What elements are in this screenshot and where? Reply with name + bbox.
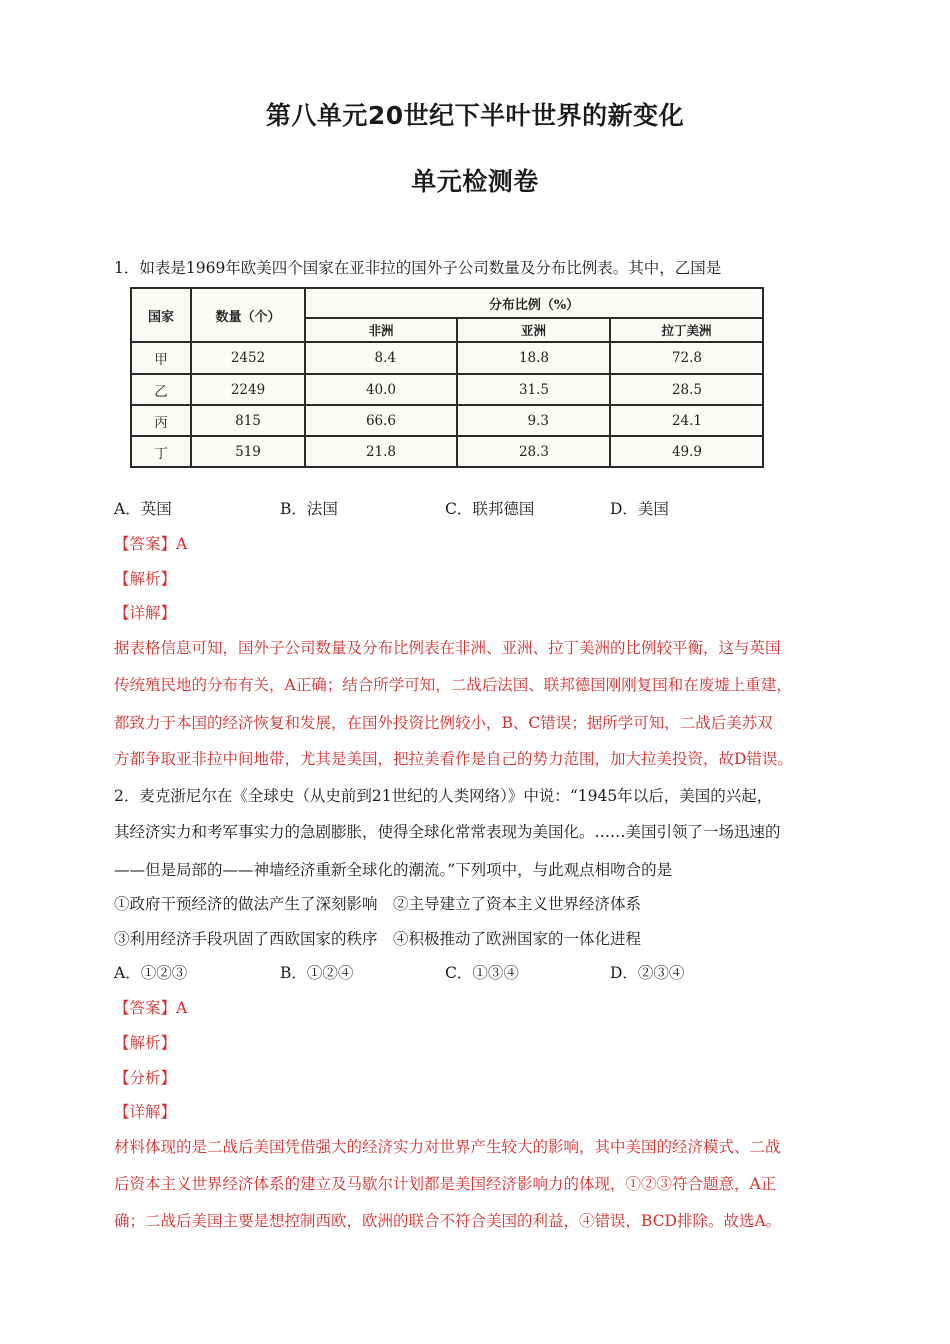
q2-answer: 【答案】A [114,999,188,1017]
q2-statement-line: ③利用经济手段巩固了西欧国家的秩序 ④积极推动了欧洲国家的一体化进程 [114,930,642,948]
table-row [131,405,763,436]
col-header-distribution: 分布比例（%） [305,288,763,318]
q2-option-b: B．①②④ [280,964,354,982]
q2-option-c: C．①③④ [445,964,519,982]
col-header-country: 国家 [131,288,191,342]
cell-africa: 8.4 [305,342,457,374]
q2-detail-line: 后资本主义世界经济体系的建立及马歇尔计划都是美国经济影响力的体现，①②③符合题意，A正 [114,1175,777,1193]
q1-option-d: D．美国 [610,500,669,518]
col-header-asia: 亚洲 [457,318,610,342]
table-row [131,342,763,374]
cell-country: 丁 [131,436,191,467]
cell-africa: 21.8 [305,436,457,467]
q1-option-a: A．英国 [114,500,172,518]
q1-detail-line: 方都争取亚非拉中间地带，尤其是美国，把拉美看作是自己的势力范围，加大拉美投资，故D错误。 [114,750,793,768]
q2-option-d: D．②③④ [610,964,685,982]
q1-detail-line: 都致力于本国的经济恢复和发展，在国外投资比例较小，B、C错误；据所学可知，二战后美苏双 [114,714,773,732]
q2-detail-line: 确；二战后美国主要是想控制西欧，欧洲的联合不符合美国的利益，④错误，BCD排除。故选A。 [114,1212,782,1230]
q1-stem: 1．如表是1969年欧美四个国家在亚非拉的国外子公司数量及分布比例表。其中，乙国是 [114,259,722,277]
table-row [131,374,763,405]
q1-option-b: B．法国 [280,500,338,518]
cell-country: 甲 [131,342,191,374]
q2-fenxi-label: 【分析】 [114,1069,177,1087]
cell-count: 519 [191,436,305,467]
cell-africa: 40.0 [305,374,457,405]
q1-table [130,287,764,468]
cell-asia: 9.3 [457,405,610,436]
col-header-count: 数量（个） [191,288,305,342]
cell-count: 815 [191,405,305,436]
doc-subtitle: 单元检测卷 [411,167,539,196]
q1-detail-line: 据表格信息可知，国外子公司数量及分布比例表在非洲、亚洲、拉丁美洲的比例较平衡，这与英国 [114,639,781,657]
q2-option-a: A．①②③ [114,964,188,982]
cell-country: 丙 [131,405,191,436]
table-row [131,436,763,467]
col-header-africa: 非洲 [305,318,457,342]
q1-option-c: C．联邦德国 [445,500,535,518]
cell-country: 乙 [131,374,191,405]
q2-stem-line: 其经济实力和考军事实力的急剧膨胀，使得全球化常常表现为美国化。……美国引领了一场迅速的 [114,823,781,841]
cell-latam: 49.9 [610,436,763,467]
q2-detail-label: 【详解】 [114,1103,177,1121]
q1-answer: 【答案】A [114,535,188,553]
cell-africa: 66.6 [305,405,457,436]
cell-asia: 28.3 [457,436,610,467]
q1-analysis-label: 【解析】 [114,570,177,588]
doc-title: 第八单元20世纪下半叶世界的新变化 [265,101,685,130]
cell-latam: 28.5 [610,374,763,405]
col-header-latam: 拉丁美洲 [610,318,763,342]
q2-stem-line: ——但是局部的——神墙经济重新全球化的潮流。”下列项中，与此观点相吻合的是 [114,861,673,879]
q2-statement-line: ①政府干预经济的做法产生了深刻影响 ②主导建立了资本主义世界经济体系 [114,895,642,913]
cell-latam: 24.1 [610,405,763,436]
q2-analysis-label: 【解析】 [114,1034,177,1052]
q1-detail-label: 【详解】 [114,604,177,622]
q2-stem-line: 2．麦克浙尼尔在《全球史（从史前到21世纪的人类网络）》中说：“1945年以后，美国的兴起， [114,787,773,805]
q2-detail-line: 材料体现的是二战后美国凭借强大的经济实力对世界产生较大的影响，其中美国的经济模式、二战 [114,1138,781,1156]
cell-latam: 72.8 [610,342,763,374]
cell-count: 2452 [191,342,305,374]
q1-detail-line: 传统殖民地的分布有关，A正确；结合所学可知，二战后法国、联邦德国刚刚复国和在废墟上重建， [114,676,792,694]
cell-asia: 31.5 [457,374,610,405]
cell-asia: 18.8 [457,342,610,374]
cell-count: 2249 [191,374,305,405]
